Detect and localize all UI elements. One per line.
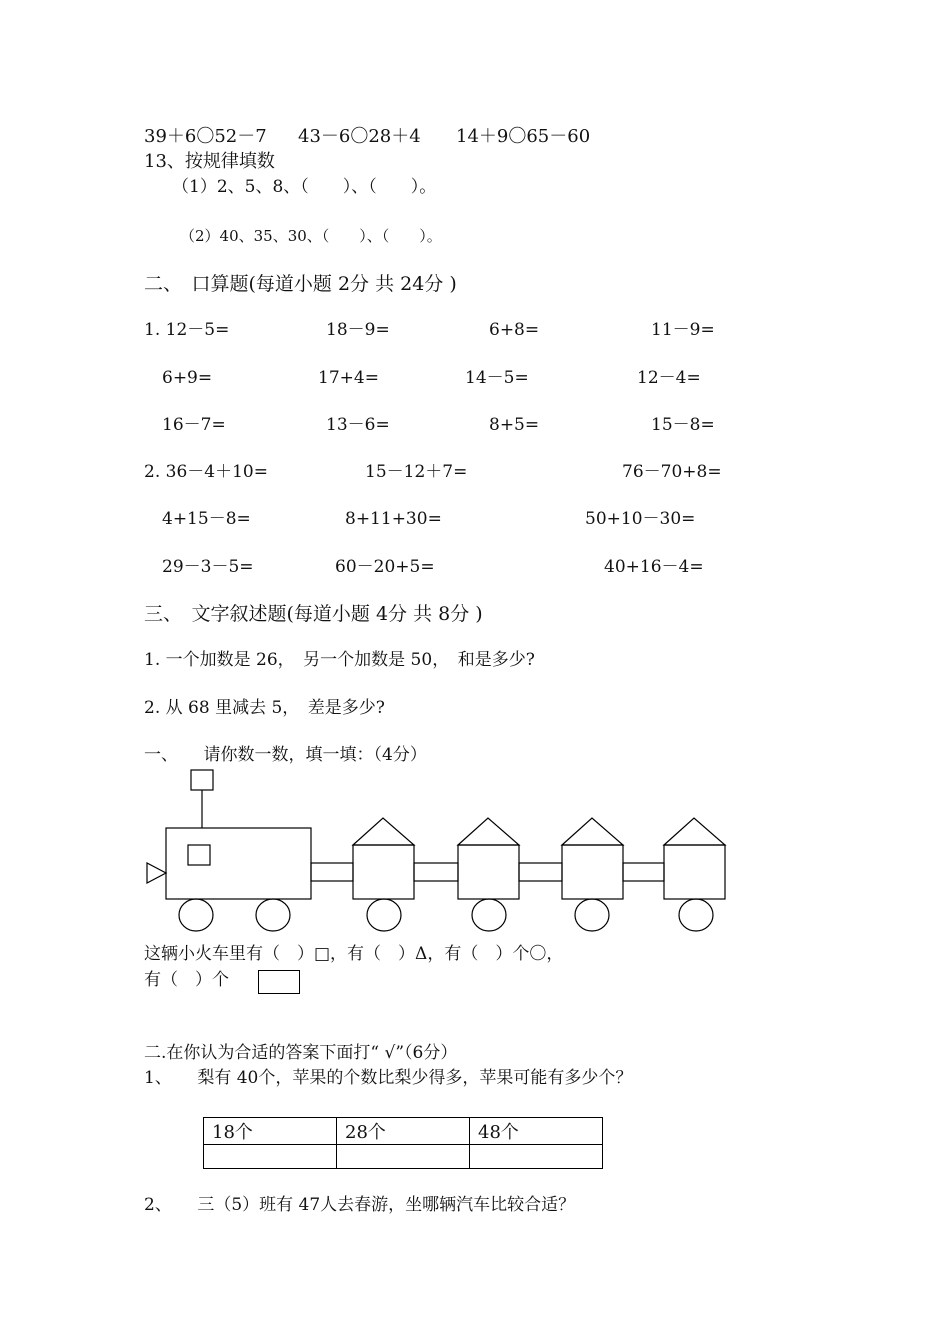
- answer-cell[interactable]: [470, 1145, 603, 1169]
- calc-2-2: 17+4=: [318, 368, 379, 388]
- compare-item-2: 43－6〇28＋4: [298, 126, 421, 147]
- q13-item-2: （2）40、35、30、（ ）、（ ）。: [180, 227, 442, 245]
- calc-1-2: 18－9=: [326, 320, 390, 340]
- q13-title: 13、按规律填数: [144, 151, 275, 172]
- chimney-square: [191, 770, 213, 790]
- train-heading: 一、 请你数一数，填一填：（4分）: [144, 745, 427, 765]
- rectangle-shape-icon: [258, 970, 300, 994]
- wagon-body: [458, 845, 519, 899]
- wheel: [367, 899, 401, 931]
- engine-window-square: [188, 845, 210, 865]
- wagon-roof-triangle: [562, 818, 623, 845]
- wheel: [679, 899, 713, 931]
- calc-3-1: 16－7=: [162, 415, 226, 435]
- coupler: [623, 863, 664, 881]
- choice-q2: 2、 三（5）班有 47人去春游，坐哪辆汽车比较合适？: [144, 1195, 576, 1215]
- answer-cell[interactable]: [337, 1145, 470, 1169]
- choice-q1: 1、 梨有 40个，苹果的个数比梨少得多，苹果可能有多少个？: [144, 1068, 633, 1088]
- wagon-body: [353, 845, 414, 899]
- answer-options-table: [203, 1117, 603, 1169]
- calc2-3-3: 40+16－4=: [604, 557, 704, 577]
- wagon-body: [664, 845, 725, 899]
- engine-triangle: [147, 863, 166, 883]
- calc-2-1: 6+9=: [162, 368, 213, 388]
- train-question-line2: 有（ ）个: [144, 970, 229, 990]
- section3-q2: 2. 从 68 里减去 5， 差是多少?: [144, 698, 385, 718]
- wagon-roof-triangle: [458, 818, 519, 845]
- calc-2-3: 14－5=: [465, 368, 529, 388]
- section3-heading: 三、 文字叙述题(每道小题 4分 共 8分 ): [144, 603, 483, 625]
- answer-cell[interactable]: [204, 1145, 337, 1169]
- option-label: 18个: [204, 1118, 337, 1145]
- compare-item-1: 39＋6〇52－7: [144, 126, 267, 147]
- coupler: [311, 863, 353, 881]
- coupler: [519, 863, 562, 881]
- calc-3-3: 8+5=: [489, 415, 540, 435]
- wagon-body: [562, 845, 623, 899]
- wheel: [179, 899, 213, 931]
- compare-item-3: 14＋9〇65－60: [456, 126, 591, 147]
- option-label: 48个: [470, 1118, 603, 1145]
- section3-q1: 1. 一个加数是 26， 另一个加数是 50， 和是多少?: [144, 650, 535, 670]
- table-row: [204, 1118, 603, 1145]
- calc-3-2: 13－6=: [326, 415, 390, 435]
- q13-item-1: （1）2、5、8、（ ）、（ ）。: [172, 177, 437, 197]
- calc2-3-2: 60－20+5=: [335, 557, 435, 577]
- calc2-2-1: 4+15－8=: [162, 509, 251, 529]
- train-question-line1: 这辆小火车里有（ ）□，有（ ）Δ，有（ ）个〇，: [144, 944, 564, 964]
- choice-heading: 二.在你认为合适的答案下面打“ √”（6分）: [144, 1043, 458, 1063]
- coupler: [414, 863, 458, 881]
- option-label: 28个: [337, 1118, 470, 1145]
- calc2-2-2: 8+11+30=: [345, 509, 442, 529]
- calc2-2-3: 50+10－30=: [585, 509, 696, 529]
- calc-1-4: 11－9=: [651, 320, 715, 340]
- calc-2-4: 12－4=: [637, 368, 701, 388]
- wheel: [575, 899, 609, 931]
- wagon-roof-triangle: [353, 818, 414, 845]
- calc-1-3: 6+8=: [489, 320, 540, 340]
- calc2-3-1: 29－3－5=: [162, 557, 254, 577]
- calc2-1-3: 76－70+8=: [622, 462, 722, 482]
- calc2-1-1: 2. 36－4＋10=: [144, 462, 268, 482]
- calc-1-1: 1. 12－5=: [144, 320, 230, 340]
- calc2-1-2: 15－12＋7=: [365, 462, 468, 482]
- wheel: [256, 899, 290, 931]
- table-row: [204, 1145, 603, 1169]
- wagon-roof-triangle: [664, 818, 725, 845]
- section2-heading: 二、 口算题(每道小题 2分 共 24分 ): [144, 273, 457, 295]
- wheel: [472, 899, 506, 931]
- calc-3-4: 15－8=: [651, 415, 715, 435]
